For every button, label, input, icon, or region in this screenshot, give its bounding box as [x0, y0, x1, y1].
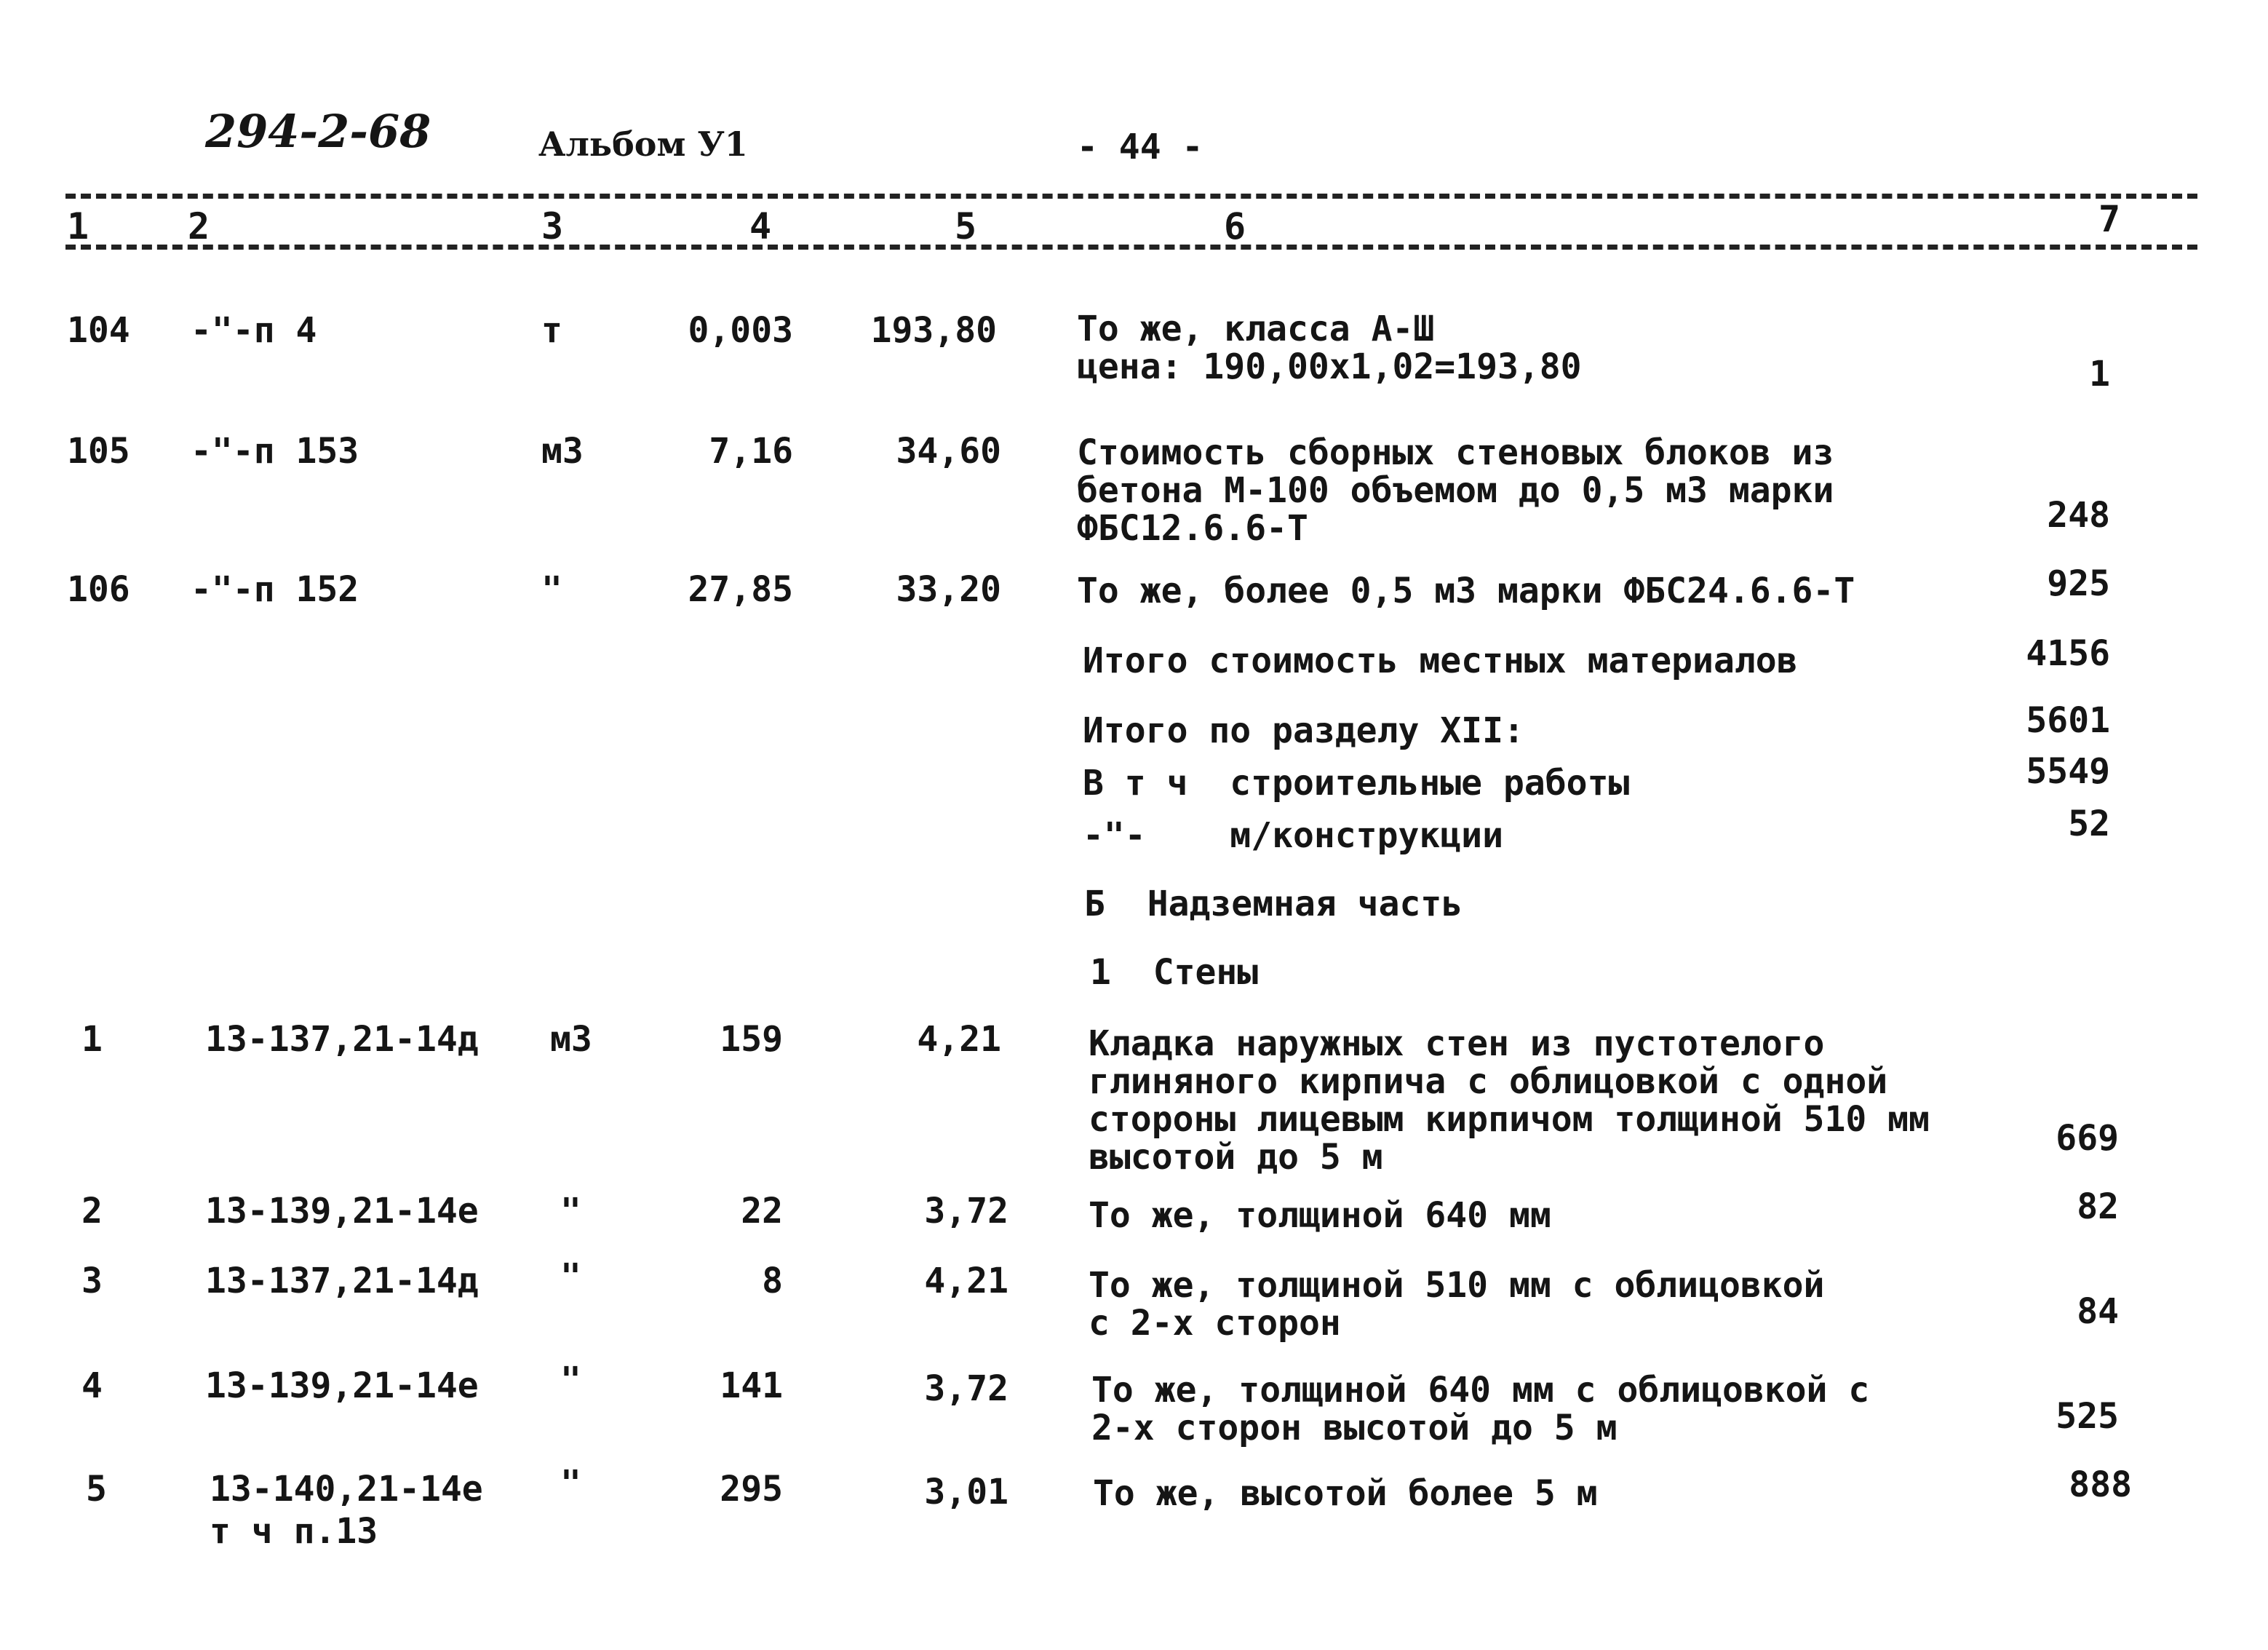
row-description: То же, класса А-Ш цена: 190,00х1,02=193,80: [1077, 309, 1582, 387]
row-number: 3: [81, 1261, 103, 1301]
row-price: 33,20: [896, 569, 1001, 610]
row-code: 13-139,21-14е: [205, 1365, 479, 1406]
row-description: То же, высотой более 5 м: [1093, 1473, 1598, 1514]
row-number: 4: [81, 1365, 103, 1406]
row-unit: ": [560, 1256, 581, 1297]
row-quantity: 141: [720, 1365, 783, 1406]
row-price: 193,80: [870, 310, 997, 351]
row-total: 248: [2047, 495, 2110, 536]
row-total: 669: [2056, 1118, 2119, 1159]
row-number: 104: [67, 310, 130, 351]
row-unit: м3: [550, 1019, 592, 1060]
row-quantity: 295: [720, 1469, 783, 1510]
row-code: 13-140,21-14е: [210, 1469, 483, 1510]
row-total: 82: [2077, 1186, 2119, 1227]
row-description: То же, толщиной 640 мм с облицовкой с 2-х сторон высотой до 5 м: [1091, 1370, 1870, 1448]
row-code: 13-137,21-14д: [205, 1261, 479, 1301]
row-number: 2: [81, 1191, 103, 1231]
row-code: 13-137,21-14д: [205, 1019, 479, 1060]
row-total: 84: [2077, 1291, 2119, 1332]
row-unit: т: [541, 310, 562, 351]
row-quantity: 27,85: [688, 569, 793, 610]
row-number: 105: [67, 431, 130, 472]
column-header-5: 5: [955, 205, 977, 247]
row-code: -"-п 4: [191, 310, 317, 351]
row-quantity: 7,16: [709, 431, 793, 472]
row-price: 3,72: [924, 1368, 1008, 1409]
page-number: - 44 -: [1077, 127, 1203, 167]
column-header-1: 1: [67, 205, 89, 247]
summary-label: В т ч строительные работы: [1083, 763, 1630, 804]
row-description: То же, более 0,5 м3 марки ФБС24.6.6-Т: [1077, 571, 1855, 611]
column-header-7: 7: [2098, 198, 2121, 240]
row-quantity: 22: [741, 1191, 783, 1231]
row-total: 888: [2069, 1464, 2132, 1505]
row-total: 1: [2089, 354, 2110, 394]
summary-value: 5549: [2026, 751, 2110, 792]
row-description: Кладка наружных стен из пустотелого глиняного кирпича с облицовкой с одной стороны лицевым кирпичом толщиной 510 мм высотой до 5 м: [1089, 1023, 1930, 1178]
row-quantity: 0,003: [688, 310, 793, 351]
row-unit: ": [541, 569, 562, 610]
row-code: 13-139,21-14е: [205, 1191, 479, 1231]
subsection-heading: 1 Стены: [1090, 952, 1259, 993]
summary-label: Итого стоимость местных материалов: [1083, 640, 1798, 681]
summary-value: 52: [2068, 804, 2110, 844]
row-quantity: 159: [720, 1019, 783, 1060]
album-label: Альбом У1: [538, 124, 748, 164]
row-unit: ": [560, 1191, 581, 1231]
row-unit: ": [560, 1360, 581, 1400]
row-total: 525: [2056, 1396, 2119, 1437]
header-top-rule: [65, 194, 2197, 199]
column-header-3: 3: [541, 205, 564, 247]
row-number: 1: [81, 1019, 103, 1060]
row-quantity: 8: [762, 1261, 783, 1301]
summary-label: Итого по разделу XII:: [1083, 710, 1524, 751]
row-unit: м3: [541, 431, 584, 472]
column-header-6: 6: [1224, 205, 1246, 247]
row-code: -"-п 153: [191, 431, 359, 472]
summary-label: -"- м/конструкции: [1083, 815, 1503, 856]
row-number: 5: [86, 1469, 107, 1510]
column-header-4: 4: [749, 205, 772, 247]
row-description: Стоимость сборных стеновых блоков из бетона М-100 объемом до 0,5 м3 марки ФБС12.6.6-Т: [1077, 432, 1834, 549]
summary-value: 5601: [2026, 700, 2110, 741]
row-price: 3,72: [924, 1191, 1008, 1231]
document-code: 294-2-68: [205, 105, 431, 158]
row-description: То же, толщиной 510 мм с облицовкой с 2-х сторон: [1089, 1265, 1825, 1344]
row-price: 3,01: [924, 1472, 1008, 1512]
row-total: 925: [2047, 563, 2110, 604]
row-description: То же, толщиной 640 мм: [1089, 1195, 1551, 1236]
row-unit: ": [560, 1463, 581, 1504]
summary-value: 4156: [2026, 633, 2110, 674]
header-bottom-rule: [65, 245, 2197, 250]
row-code-note: т ч п.13: [210, 1511, 378, 1552]
row-price: 4,21: [917, 1019, 1001, 1060]
row-code: -"-п 152: [191, 569, 359, 610]
row-price: 4,21: [924, 1261, 1008, 1301]
column-header-2: 2: [188, 205, 210, 247]
row-price: 34,60: [896, 431, 1001, 472]
section-heading: Б Надземная часть: [1084, 884, 1463, 924]
row-number: 106: [67, 569, 130, 610]
